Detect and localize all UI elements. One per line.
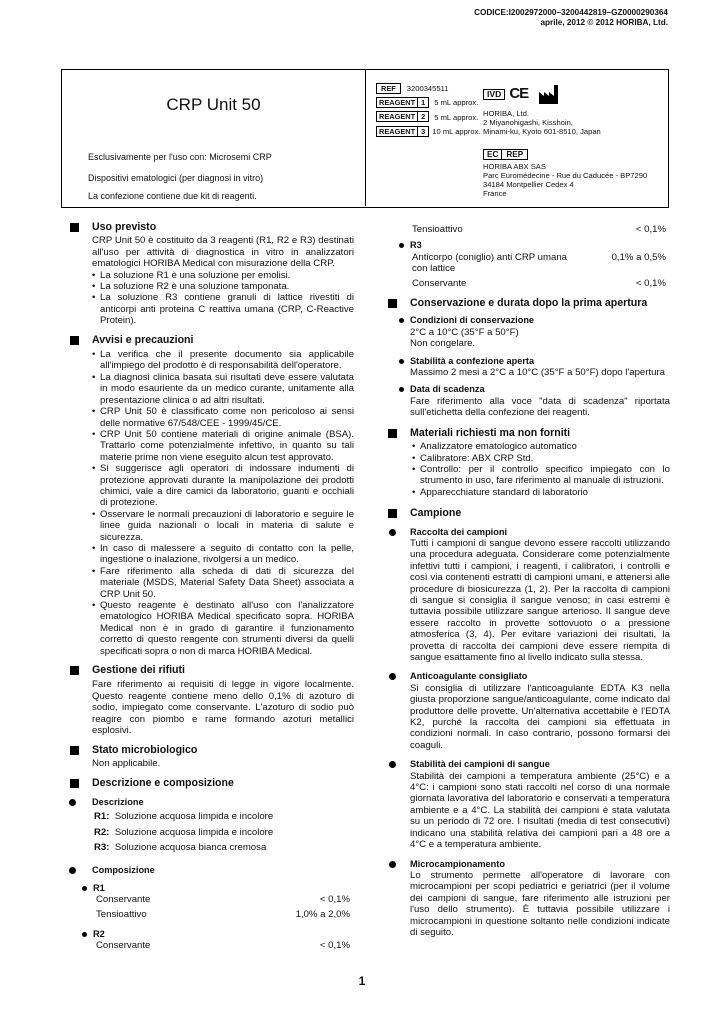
- manufacturer-line: Minami-ku, Kyoto 601-8510, Japan: [483, 127, 601, 136]
- section-title: Uso previsto: [92, 221, 157, 233]
- composition-row: [412, 224, 666, 235]
- reagent-symbol: REAGENT: [376, 97, 418, 108]
- section-rifiuti: [70, 665, 354, 736]
- composition-row: [412, 252, 666, 275]
- sample-title: Stabilità dei campioni di sangue: [410, 759, 550, 770]
- section-marker-icon: [70, 746, 79, 755]
- bullet-item: • Analizzatore ematologico automatico: [412, 441, 670, 452]
- section-title: Gestione dei rifiuti: [92, 664, 186, 677]
- sample-item: [388, 671, 670, 751]
- sample-title: Microcampionamento: [410, 858, 505, 869]
- sample-text: Tutti i campioni di sangue devono essere raccolti utilizzando una procedura adeguata. Considerare come potenzialmente infettivi tutti i campioni, i reagenti, i calibratori, i controlli e così via contenenti estratti di campioni umani, e attenersi alle procedure di biosicurezza (1, 2). Per la raccolta di campioni di sangue si consiglia il sangue venoso; in casi estremi è tuttavia possibile utilizzare sangue arterioso. Il sangue deve essere raccolto in provette sottovuoto o a pressione atmosferica (3, 4). Per evitare variazioni dei risultati, la provetta di raccolta dei campioni deve essere riempita di sangue esattamente fino al livello indicato sulla stessa.: [410, 537, 670, 663]
- description-key: R2:: [94, 826, 110, 838]
- composition-row: [412, 278, 666, 289]
- section-body: [70, 349, 354, 657]
- section-title: Avvisi e precauzioni: [92, 333, 194, 346]
- subsection-title: Descrizione: [92, 796, 144, 807]
- composition-table: [70, 894, 354, 920]
- reagent-quantity: 5 mL approx.: [434, 98, 479, 108]
- bullet-item: • Controllo: per il controllo specifico impiegato con lo strumento in uso, fare riferimento al manuale di istruzioni.: [412, 464, 670, 487]
- section-uso-previsto: [70, 222, 354, 327]
- section-microbiologico: [70, 745, 354, 769]
- description-key: R1:: [94, 811, 110, 823]
- description-item: [94, 842, 354, 853]
- section-marker-icon: [388, 509, 397, 518]
- composition-row: [96, 940, 350, 951]
- storage-title: Data di scadenza: [410, 384, 485, 395]
- reagent-label: R3: [410, 240, 422, 251]
- reagent-row: [376, 111, 481, 122]
- document-date-line: aprile, 2012 © 2012 HORIBA, Ltd.: [540, 18, 668, 27]
- page-number: 1: [358, 974, 366, 988]
- sample-item: [388, 527, 670, 664]
- reagent-label: R1: [93, 882, 105, 893]
- reference-block: [376, 83, 481, 137]
- product-title: CRP Unit 50: [166, 95, 261, 114]
- bullet-item: • CRP Unit 50 contiene materiali di origine animale (BSA). Trattarlo come potenzialmente infettivo, in quanto su tali materie prime non viene eseguito alcun test approvato.: [92, 429, 354, 463]
- manufacturer-line: 2 Miyanohigashi, Kisshoin,: [483, 118, 573, 127]
- product-device-line: Dispositivi ematologici (per diagnosi in vitro): [88, 173, 264, 183]
- composition-r2: [70, 929, 354, 952]
- composition-row: [96, 909, 350, 920]
- reagent-symbol: REAGENT: [376, 111, 418, 122]
- description-list: [70, 811, 354, 853]
- product-use-line: Esclusivamente per l'uso con: Microsemi CRP: [88, 152, 272, 162]
- bullet-item: • Questo reagente è destinato all'uso con l'analizzatore ematologico HORIBA Medical specificato sopra. HORIBA Medical non è in grado di garantire il funzionamento corretto di questo reagente con strumenti diversi da quelli specificati sopra o non di marca HORIBA Medical.: [92, 600, 354, 657]
- composition-row: [96, 894, 350, 905]
- right-column: [388, 224, 670, 938]
- reagent-number: 3: [418, 126, 429, 137]
- bullet-dot-icon: [82, 932, 87, 937]
- component-name: Conservante: [412, 277, 467, 289]
- reagent-number: 1: [418, 97, 429, 108]
- description-item: [94, 827, 354, 838]
- composition-table: [388, 252, 670, 289]
- bullet-item: • La diagnosi clinica basata sui risultati deve essere valutata in modo esauriente da un medico curante, unitamente alla presentazione clinica o ad altri risultati.: [92, 372, 354, 406]
- reagent-label: R2: [93, 928, 105, 939]
- composition-r1: [70, 883, 354, 920]
- bullet-item: • Osservare le normali precauzioni di laboratorio e seguire le linee guida nazionali o locali in materia di salute e sicurezza.: [92, 509, 354, 543]
- sample-title: Raccolta dei campioni: [410, 526, 508, 537]
- description-item: [94, 811, 354, 822]
- section-campione: [388, 508, 670, 938]
- rep-line: France: [483, 189, 507, 198]
- section-conservazione: [388, 298, 670, 419]
- section-marker-icon: [388, 429, 397, 438]
- description-key: R3:: [94, 841, 110, 853]
- bullet-dot-icon: [399, 359, 404, 364]
- section-marker-icon: [70, 336, 79, 345]
- left-column: [70, 222, 354, 952]
- bullet-item: • Calibratore: ABX CRP Std.: [412, 453, 670, 464]
- storage-title: Condizioni di conservazione: [410, 315, 535, 326]
- reagent-row: [376, 126, 481, 137]
- sample-item: [388, 759, 670, 850]
- subsection-title: Composizione: [92, 865, 155, 876]
- eu-representative-block: [483, 149, 647, 198]
- document-code-line: CODICE:I2002972000–3200442819–GZ0000290364: [474, 8, 668, 17]
- ivd-symbol: IVD: [483, 89, 505, 100]
- bullet-item: • In caso di malessere a seguito di contatto con la pelle, ingestione o inalazione, rivolgersi a un medico.: [92, 543, 354, 566]
- ce-mark: CE: [509, 85, 529, 103]
- bullet-dot-icon: [389, 861, 396, 868]
- composition-r3: [388, 240, 670, 289]
- bullet-item: • Fare riferimento alla scheda di dati di sicurezza del materiale (MSDS, Material Safety Data Sheet) associata a CRP Unit 50.: [92, 566, 354, 600]
- section-marker-icon: [70, 666, 79, 675]
- product-contents-line: La confezione contiene due kit di reagenti.: [88, 191, 257, 201]
- storage-text: Fare riferimento alla voce "data di scadenza" riportata sull'etichetta della confezione dei reagenti.: [410, 395, 670, 419]
- section-body: [70, 235, 354, 326]
- reagent-quantity: 10 mL approx.: [432, 127, 481, 137]
- storage-title: Stabilità a confezione aperta: [410, 355, 535, 366]
- section-marker-icon: [70, 223, 79, 232]
- reagent-quantity: 5 mL approx.: [434, 112, 479, 122]
- bullet-item: • Apparecchiature standard di laboratorio: [412, 487, 670, 498]
- storage-text: 2°C a 10°C (35°F a 50°F) Non congelare.: [410, 326, 519, 350]
- bullet-item: • La soluzione R2 è una soluzione tamponata.: [92, 281, 354, 292]
- component-name: Tensioattivo: [96, 908, 147, 920]
- description-value: Soluzione acquosa limpida e incolore: [114, 826, 274, 838]
- reagent-symbol: REAGENT: [376, 126, 418, 137]
- ec-label: EC: [483, 149, 502, 160]
- section-title: Campione: [410, 507, 462, 520]
- document-code: [474, 8, 668, 28]
- component-name: Anticorpo (coniglio) anti CRP umana con lattice: [412, 251, 567, 275]
- bullet-item: • CRP Unit 50 è classificato come non pericoloso ai sensi delle normative 67/548/CEE - 1999/45/CE.: [92, 406, 354, 429]
- section-materiali: [388, 428, 670, 498]
- section-title: Materiali richiesti ma non forniti: [410, 426, 571, 439]
- ref-symbol: REF: [376, 83, 401, 94]
- composition-table: [70, 940, 354, 951]
- component-value: 1,0% a 2,0%: [295, 908, 350, 920]
- rep-address: [483, 162, 647, 198]
- reagent-row: [376, 97, 481, 108]
- section-descrizione: [70, 778, 354, 951]
- rep-line: HORIBA ABX SAS: [483, 162, 546, 171]
- manufacturer-address: [483, 109, 601, 136]
- section-body: [388, 441, 670, 498]
- storage-text: Massimo 2 mesi a 2°C a 10°C (35°F a 50°F) dopo l'apertura: [410, 367, 665, 379]
- product-summary: [62, 70, 366, 206]
- manufacturer-line: HORIBA, Ltd.: [483, 109, 530, 118]
- paragraph: Non applicabile.: [92, 757, 161, 769]
- description-value: Soluzione acquosa limpida e incolore: [114, 811, 274, 823]
- section-title: Conservazione e durata dopo la prima apertura: [410, 297, 648, 310]
- subsection-composizione: [70, 865, 354, 951]
- rep-line: 34184 Montpellier Cedex 4: [483, 180, 574, 189]
- bullet-dot-icon: [82, 886, 87, 891]
- section-marker-icon: [388, 299, 397, 308]
- section-marker-icon: [70, 779, 79, 788]
- sample-item: [388, 859, 670, 939]
- reagent-number: 2: [418, 111, 429, 122]
- sample-text: Stabilità dei campioni a temperatura ambiente (25°C) e a 4°C: i campioni sono stati raccolti nel corso di una normale giornata lavorativa del laboratorio e conservati a temperatura ambiente e a 4°C. La stabilità dei campioni è stata valutata su un periodo di 72 ore. I risultati (media di test consecutivi) indicano una stabilità relativa dei campioni pari a 48 ore a 4°C e a temperatura ambiente.: [410, 770, 670, 851]
- paragraph: CRP Unit 50 è costituito da 3 reagenti (R1, R2 e R3) destinati all'uso per attività di diagnostica in vitro in analizzatori ematologici HORIBA Medical con misurazione della CRP.: [92, 235, 354, 270]
- manufacturer-icon: [538, 83, 560, 105]
- product-info-box: [61, 69, 669, 208]
- rep-line: Parc Euromédecine - Rue du Caducée - BP7290: [483, 171, 648, 180]
- component-name: Conservante: [96, 894, 151, 906]
- ec-rep-symbol: [483, 149, 647, 160]
- component-name: Tensioattivo: [412, 224, 463, 235]
- component-value: 0,1% a 0,5%: [611, 251, 666, 263]
- bullet-dot-icon: [389, 529, 396, 536]
- rep-label: REP: [502, 149, 528, 160]
- storage-item: [388, 356, 670, 379]
- storage-item: [388, 384, 670, 418]
- component-value: < 0,1%: [319, 894, 350, 906]
- bullet-item: • La soluzione R3 contiene granuli di lattice rivestiti di anticorpi anti proteina C reattiva umana (CRP, C-Reactive Protein).: [92, 292, 354, 326]
- composition-r2-continued: [388, 224, 670, 235]
- bullet-dot-icon: [69, 799, 76, 806]
- bullet-item: • Si suggerisce agli operatori di indossare indumenti di protezione approvati durante la manipolazione dei prodotti chimici, vale a dire camici da laboratorio, guanti e occhiali di protezione.: [92, 463, 354, 509]
- section-avvisi: [70, 335, 354, 657]
- section-title: Descrizione e composizione: [92, 777, 234, 790]
- component-value: < 0,1%: [319, 940, 350, 952]
- component-name: Conservante: [96, 940, 151, 952]
- component-value: < 0,1%: [635, 224, 666, 235]
- sample-text: Lo strumento permette all'operatore di lavorare con microcampioni per scopi pediatrici e geriatrici (per il volume dei campioni di sangue, fare riferimento alle istruzioni per l'uso dello strumento). È tuttavia possibile utilizzare i microcampioni in questione soltanto nelle condizioni indicate di seguito.: [410, 869, 670, 938]
- manufacturer-block: [483, 82, 601, 136]
- sample-text: Si consiglia di utilizzare l'anticoagulante EDTA K3 nella giusta proporzione sangue/anticoagulante, come indicato dal produttore delle provette. Un'alternativa accettabile è l'EDTA K2, purché la raccolta dei campioni sia effettuata in condizioni normali. In caso contrario, possono formarsi dei coaguli.: [410, 682, 670, 751]
- sample-title: Anticoagulante consigliato: [410, 671, 528, 682]
- bullet-item: • La verifica che il presente documento sia applicabile all'impiego del prodotto è di responsabilità dell'operatore.: [92, 349, 354, 372]
- ref-value: 3200345511: [406, 84, 449, 93]
- description-value: Soluzione acquosa bianca cremosa: [114, 841, 267, 853]
- bullet-item: • La soluzione R1 è una soluzione per emolisi.: [92, 270, 354, 281]
- subsection-descrizione: [70, 797, 354, 854]
- component-value: < 0,1%: [635, 277, 666, 289]
- storage-item: [388, 315, 670, 349]
- section-title: Stato microbiologico: [92, 744, 198, 757]
- paragraph: Fare riferimento ai requisiti di legge in vigore localmente. Questo reagente contiene meno dello 0,1% di azoturo di sodio, impiegato come conservante. L'azoturo di sodio può reagire con piombo e rame formando azoturi metallici esplosivi.: [92, 679, 354, 737]
